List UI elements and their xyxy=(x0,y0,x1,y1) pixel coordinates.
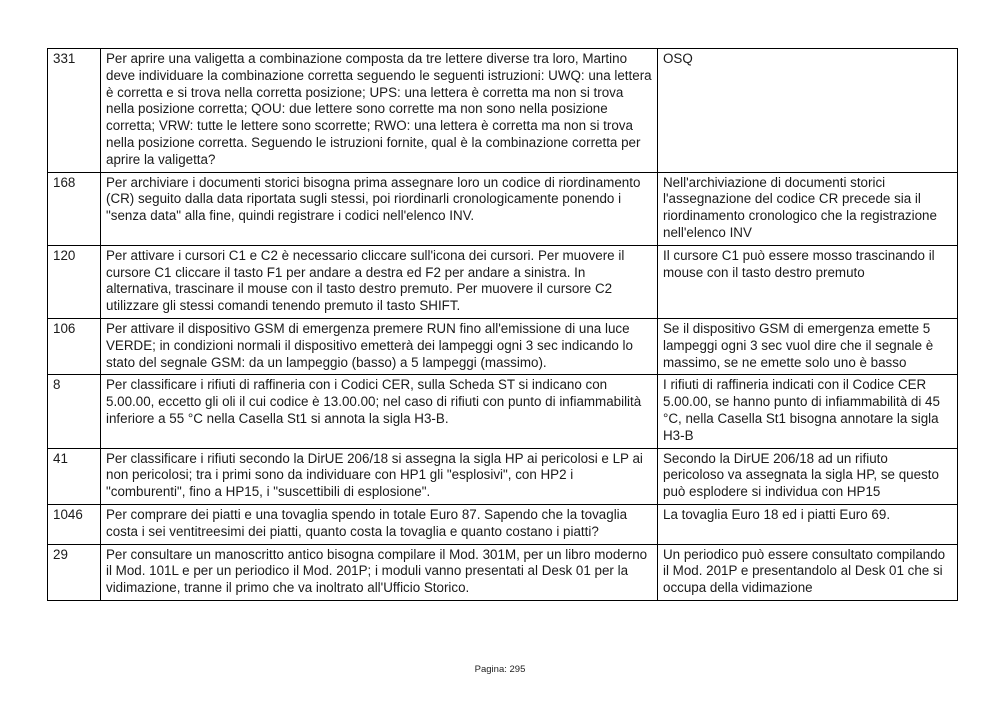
question-cell: Per consultare un manoscritto antico bisogna compilare il Mod. 301M, per un libro moderno il Mod. 101L e per un periodico il Mod. 201P; i moduli vanno presentati al Desk 01 per la vidimazione, tranne il primo che va inoltrato all'Ufficio Storico. xyxy=(101,544,658,600)
row-id-cell: 1046 xyxy=(48,504,101,544)
questions-table xyxy=(47,48,958,601)
table-row xyxy=(48,172,958,245)
row-id-cell: 8 xyxy=(48,375,101,448)
question-cell: Per archiviare i documenti storici bisogna prima assegnare loro un codice di riordinamento (CR) seguito dalla data riportata sugli stessi, poi riordinarli cronologicamente ponendo i "senza data" alla fine, quindi registrare i codici nell'elenco INV. xyxy=(101,172,658,245)
table-row xyxy=(48,448,958,504)
table-row xyxy=(48,375,958,448)
question-cell: Per attivare i cursori C1 e C2 è necessario cliccare sull'icona dei cursori. Per muovere il cursore C1 cliccare il tasto F1 per andare a destra ed F2 per andare a sinistra. In alternativa, trascinare il mouse con il tasto destro premuto. Per muovere il cursore C2 utilizzare gli stessi comandi tenendo premuto il tasto SHIFT. xyxy=(101,245,658,318)
answer-cell: La tovaglia Euro 18 ed i piatti Euro 69. xyxy=(658,504,958,544)
table-row xyxy=(48,245,958,318)
page-number: Pagina: 295 xyxy=(474,664,526,675)
row-id-cell: 29 xyxy=(48,544,101,600)
row-id-cell: 41 xyxy=(48,448,101,504)
row-id-cell: 331 xyxy=(48,49,101,173)
question-cell: Per aprire una valigetta a combinazione composta da tre lettere diverse tra loro, Martino deve individuare la combinazione corretta seguendo le seguenti istruzioni: UWQ: una lettera è corretta e si trova nella corretta posizione; UPS: una lettera è corretta ma non si trova nella posizione corretta; QOU: due lettere sono corrette ma non sono nella posizione corretta; VRW: tutte le lettere sono scorrette; RWO: una lettera è corretta ma non si trova nella posizione corretta. Seguendo le istruzioni fornite, qual è la combinazione corretta per aprire la valigetta? xyxy=(101,49,658,173)
answer-cell: I rifiuti di raffineria indicati con il Codice CER 5.00.00, se hanno punto di infiammabilità di 45 °C, nella Casella St1 bisogna annotare la sigla H3-B xyxy=(658,375,958,448)
table-row xyxy=(48,318,958,374)
answer-cell: OSQ xyxy=(658,49,958,173)
question-cell: Per classificare i rifiuti di raffineria con i Codici CER, sulla Scheda ST si indicano con 5.00.00, eccetto gli oli il cui codice è 13.00.00; nel caso di rifiuti con punto di infiammabilità inferiore a 55 °C nella Casella St1 si annota la sigla H3-B. xyxy=(101,375,658,448)
row-id-cell: 106 xyxy=(48,318,101,374)
answer-cell: Il cursore C1 può essere mosso trascinando il mouse con il tasto destro premuto xyxy=(658,245,958,318)
question-cell: Per comprare dei piatti e una tovaglia spendo in totale Euro 87. Sapendo che la tovaglia costa i sei ventitreesimi dei piatti, quanto costa la tovaglia e quanto costano i piatti? xyxy=(101,504,658,544)
question-cell: Per attivare il dispositivo GSM di emergenza premere RUN fino all'emissione di una luce VERDE; in condizioni normali il dispositivo emetterà dei lampeggi ogni 3 sec indicando lo stato del segnale GSM: da un lampeggio (basso) a 5 lampeggi (massimo). xyxy=(101,318,658,374)
row-id-cell: 120 xyxy=(48,245,101,318)
answer-cell: Secondo la DirUE 206/18 ad un rifiuto pericoloso va assegnata la sigla HP, se questo può esplodere si individua con HP15 xyxy=(658,448,958,504)
table-row xyxy=(48,49,958,173)
question-cell: Per classificare i rifiuti secondo la DirUE 206/18 si assegna la sigla HP ai pericolosi e LP ai non pericolosi; tra i primi sono da individuare con HP1 gli "esplosivi", con HP2 i "comburenti", fino a HP15, i "suscettibili di esplosione". xyxy=(101,448,658,504)
answer-cell: Un periodico può essere consultato compilando il Mod. 201P e presentandolo al Desk 01 che si occupa della vidimazione xyxy=(658,544,958,600)
table-row xyxy=(48,504,958,544)
answer-cell: Se il dispositivo GSM di emergenza emette 5 lampeggi ogni 3 sec vuol dire che il segnale è massimo, se ne emette solo uno è basso xyxy=(658,318,958,374)
table-row xyxy=(48,544,958,600)
answer-cell: Nell'archiviazione di documenti storici l'assegnazione del codice CR precede sia il riordinamento cronologico che la registrazione nell'elenco INV xyxy=(658,172,958,245)
row-id-cell: 168 xyxy=(48,172,101,245)
